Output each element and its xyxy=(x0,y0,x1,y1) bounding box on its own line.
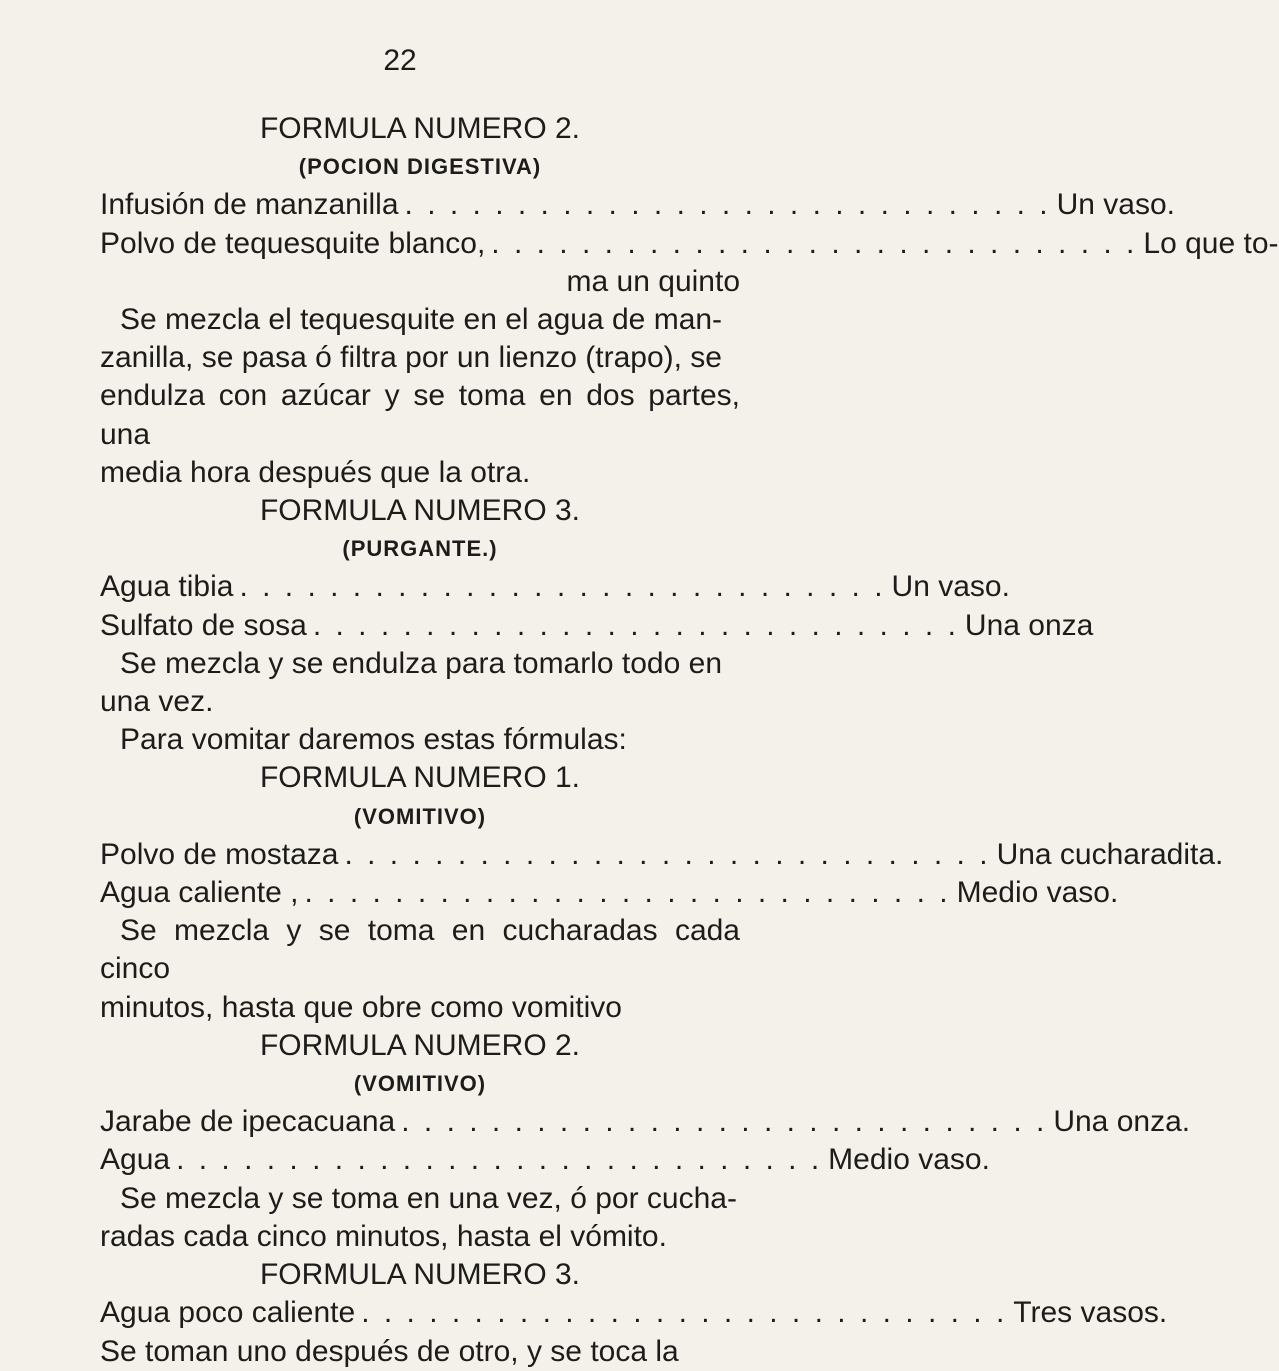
section-intro: Para vomitar daremos estas fórmulas: xyxy=(120,723,627,757)
instruction-line: Se mezcla y se endulza para tomarlo todo en xyxy=(120,646,723,680)
ingredient-quantity: Una onza. xyxy=(1053,1105,1191,1139)
ingredient-quantity: Tres vasos. xyxy=(1013,1296,1168,1330)
instruction-line: una vez. xyxy=(100,685,214,719)
formula-subtitle: (VOMITIVO) xyxy=(353,1071,487,1097)
ingredient-name: Infusión de manzanilla xyxy=(100,188,399,222)
ingredient-name: Sulfato de sosa xyxy=(100,608,307,642)
ingredient-line xyxy=(100,568,1010,606)
formula-subtitle: (POCION DIGESTIVA) xyxy=(298,154,542,180)
instruction-line: endulza con azúcar y se toma en dos partes, una xyxy=(100,379,740,451)
leader-dots: . . . . . . . . . . . . . . . . . . . . . . . . . . . . . xyxy=(176,1143,823,1177)
ingredient-name: Polvo de tequesquite blanco, xyxy=(100,226,486,260)
formula-subtitle: (PURGANTE.) xyxy=(342,536,498,562)
formula-title: FORMULA NUMERO 3. xyxy=(259,494,581,528)
ingredient-name: Agua xyxy=(100,1143,171,1177)
ingredient-quantity: Medio vaso. xyxy=(828,1143,990,1177)
ingredient-quantity: Un vaso. xyxy=(1056,188,1176,222)
ingredient-line xyxy=(100,607,1094,645)
leader-dots: . . . . . . . . . . . . . . . . . . . . . . . . . . . . . xyxy=(361,1296,1008,1330)
ingredient-quantity: Medio vaso. xyxy=(956,876,1119,910)
ingredient-line xyxy=(100,1294,1168,1332)
instruction-line: Se mezcla y se toma en cucharadas cada cinco xyxy=(100,914,740,986)
formula-title: FORMULA NUMERO 3. xyxy=(259,1258,581,1292)
leader-dots: . . . . . . . . . . . . . . . . . . . . . . . . . . . . . xyxy=(344,837,991,871)
instruction-line: minutos, hasta que obre como vomitivo xyxy=(100,990,622,1024)
ingredient-line xyxy=(100,186,1176,224)
formula-title: FORMULA NUMERO 1. xyxy=(259,761,581,795)
instruction-line: radas cada cinco minutos, hasta el vómito. xyxy=(100,1219,667,1253)
leader-dots: . . . . . . . . . . . . . . . . . . . . . . . . . . . . . xyxy=(239,570,886,604)
ingredient-quantity-continued: ma un quinto xyxy=(566,264,740,298)
page-content xyxy=(100,110,1279,1371)
ingredient-name: Agua poco caliente xyxy=(100,1296,356,1330)
leader-dots: . . . . . . . . . . . . . . . . . . . . . . . . . . . . . xyxy=(491,226,1138,260)
ingredient-name: Agua caliente , xyxy=(100,876,299,910)
ingredient-quantity: Una cucharadita. xyxy=(996,837,1224,871)
instruction-line: Se toman uno después de otro, y se toca la xyxy=(100,1334,679,1368)
ingredient-line xyxy=(100,874,1119,912)
ingredient-line xyxy=(100,225,1279,263)
ingredient-quantity: Un vaso. xyxy=(891,570,1010,604)
formula-subtitle: (VOMITIVO) xyxy=(353,803,487,829)
instruction-line: zanilla, se pasa ó filtra por un lienzo (trapo), se xyxy=(100,341,722,375)
instruction-line: Se mezcla y se toma en una vez, ó por cucha- xyxy=(120,1181,737,1215)
ingredient-line xyxy=(100,1141,990,1179)
ingredient-name: Agua tibia xyxy=(100,570,234,604)
ingredient-name: Polvo de mostaza xyxy=(100,837,339,871)
formula-title: FORMULA NUMERO 2. xyxy=(259,1028,581,1062)
ingredient-line xyxy=(100,1103,1191,1141)
instruction-line: Se mezcla el tequesquite en el agua de man- xyxy=(120,303,723,337)
leader-dots: . . . . . . . . . . . . . . . . . . . . . . . . . . . . . xyxy=(404,188,1051,222)
ingredient-quantity: Lo que to- xyxy=(1143,226,1279,260)
leader-dots: . . . . . . . . . . . . . . . . . . . . . . . . . . . . . xyxy=(401,1105,1048,1139)
leader-dots: . . . . . . . . . . . . . . . . . . . . . . . . . . . . . xyxy=(312,608,959,642)
page-number: 22 xyxy=(383,44,417,77)
ingredient-name: Jarabe de ipecacuana xyxy=(100,1105,396,1139)
formula-title: FORMULA NUMERO 2. xyxy=(259,112,581,145)
instruction-line: media hora después que la otra. xyxy=(100,455,531,489)
ingredient-quantity: Una onza xyxy=(964,608,1094,642)
ingredient-line xyxy=(100,836,1224,874)
leader-dots: . . . . . . . . . . . . . . . . . . . . . . . . . . . . . xyxy=(304,876,951,910)
